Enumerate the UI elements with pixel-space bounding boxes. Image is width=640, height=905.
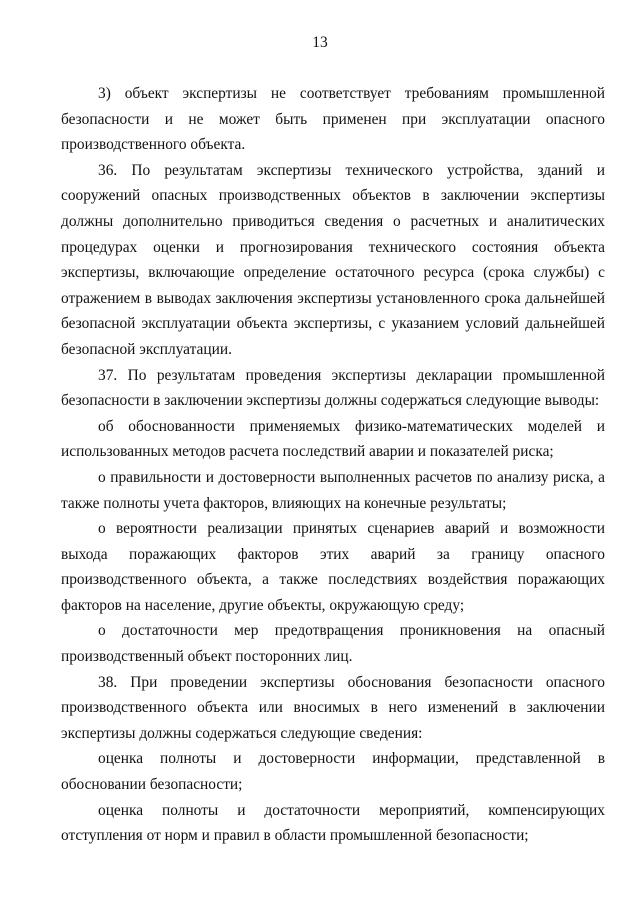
paragraph-36-technical-device-results: 36. По результатам экспертизы технического устройства, зданий и сооружений опасных производственных объектов в заключении экспертизы должны дополнительно приводиться сведения о расчетных и аналитических процедурах оценки и прогнозирования технического состояния объекта экспертизы, включающие определение остаточного ресурса (срока службы) с отражением в выводах заключения экспертизы установленного срока дальнейшей безопасной эксплуатации объекта экспертизы, с указанием условий дальнейшей безопасной эксплуатации. — [61, 161, 605, 358]
paragraph-item-3-conclusion: 3) объект экспертизы не соответствует требованиям промышленной безопасности и не может быть применен при эксплуатации опасного производственного объекта. — [61, 85, 605, 154]
assessment-information-completeness: оценка полноты и достоверности информации, представленной в обосновании безопасности; — [61, 750, 605, 794]
paragraph-38-safety-justification: 38. При проведении экспертизы обоснования безопасности опасного производственного объекта или вносимых в него изменений в заключении экспертизы должны содержаться следующие сведения: — [61, 673, 605, 742]
conclusion-models-validity: об обоснованности применяемых физико-математических моделей и использованных методов расчета последствий аварии и показателей риска; — [61, 417, 605, 461]
page-number: 13 — [312, 34, 328, 51]
conclusion-accident-scenarios: о вероятности реализации принятых сценариев аварий и возможности выхода поражающих факторов этих аварий за границу опасного производственного объекта, а также последствиях воздействия поражающих факторов на население, другие объекты, окружающую среду; — [61, 520, 605, 614]
document-body — [61, 81, 605, 849]
conclusion-unauthorized-access-measures: о достаточности мер предотвращения проникновения на опасный производственный объект посторонних лиц. — [61, 622, 605, 666]
paragraph-37-declaration-conclusions: 37. По результатам проведения экспертизы декларации промышленной безопасности в заключении экспертизы должны содержаться следующие выводы: — [61, 366, 605, 410]
assessment-compensating-measures: оценка полноты и достаточности мероприятий, компенсирующих отступления от норм и правил в области промышленной безопасности; — [61, 801, 605, 845]
conclusion-calculations-correctness: о правильности и достоверности выполненных расчетов по анализу риска, а также полноты учета факторов, влияющих на конечные результаты; — [61, 468, 605, 512]
